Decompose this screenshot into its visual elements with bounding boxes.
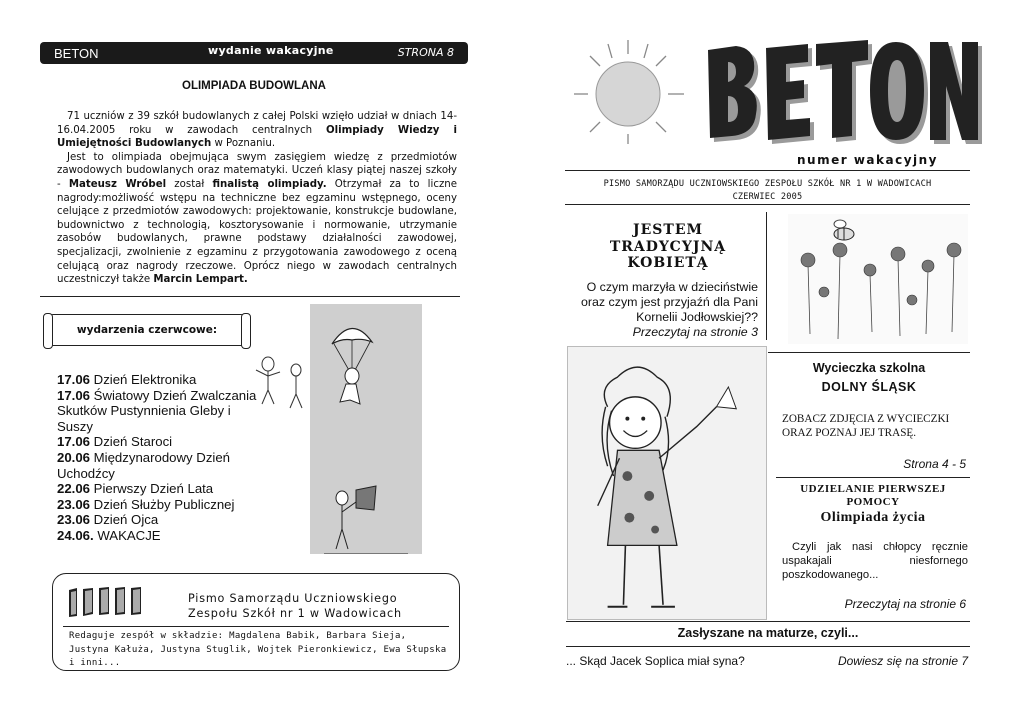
event-item <box>57 481 257 497</box>
event-text: Światowy Dzień Zwalczania Skutków Pustynnienia Gleby i Suszy <box>57 387 257 434</box>
trip-teaser: ZOBACZ ZDJĘCIA Z WYCIECZKI ORAZ POZNAJ JEJ TRASĘ. <box>782 413 950 439</box>
parachute-illustration <box>310 304 422 554</box>
event-date: 23.06 <box>57 512 91 528</box>
matura-headline: Zasłyszane na maturze, czyli... <box>677 626 859 640</box>
olimpiada-title: OLIMPIADA BUDOWLANA <box>182 80 326 92</box>
publisher-line <box>565 178 970 204</box>
bold-text: Marcin Lempart. <box>153 274 248 286</box>
event-text: WAKACJE <box>93 527 161 543</box>
event-item <box>57 528 257 544</box>
event-item <box>57 388 257 435</box>
text: został <box>166 178 213 190</box>
event-text: Dzień Służby Publicznej <box>90 496 235 512</box>
event-item <box>57 372 257 388</box>
beton-logo-small <box>65 584 155 620</box>
event-item <box>57 450 257 481</box>
divider <box>565 204 970 205</box>
event-text: Dzień Staroci <box>90 434 173 450</box>
text: Otrzymał za to liczne nagrody:możliwość wstępu na techniczne bez egzaminu wstępnego, oceny celujące z przedmiotów zawodowych: projektowanie, konstrukcje budowlane, budownictwo z technologią, kosztorysowanie i normowanie, utrzymanie zasobów budowlanych, prawne podstawy działalności zawodowej, specjalizacji, zwolnienie z egzaminu z przygotowania zawodowego z oceną celującą oraz nagrody rzeczowe. Oprócz niego w zawodach centralnych uczestniczył także <box>57 178 458 286</box>
teaser-text: Czyli jak nasi chłopcy ręcznie uspakajali niesfornego poszkodowanego... <box>782 541 968 581</box>
text: w Poznaniu. <box>211 138 276 150</box>
parachute-drawing <box>310 304 422 554</box>
wydarzenia-label: wydarzenia czerwcowe: <box>76 324 218 336</box>
divider <box>768 352 970 353</box>
bold-text: Mateusz Wróbel <box>68 178 167 190</box>
trip-place: DOLNY ŚLĄSK <box>821 380 917 394</box>
olimpiada-paragraph-2 <box>57 151 457 287</box>
trip-title: Wycieczka szkolna <box>812 361 926 375</box>
matura-question: ... Skąd Jacek Soplica miał syna? <box>566 654 745 668</box>
headline-line: KOBIETĄ <box>627 255 709 271</box>
flowers-bee-drawing <box>788 214 968 344</box>
events-list <box>57 372 257 544</box>
header-edition: wydanie wakacyjne <box>208 44 334 57</box>
event-date: 17.06 <box>57 372 91 387</box>
publication-date: CZERWIEC 2005 <box>732 192 803 202</box>
olimpiada-zycia-headline: Olimpiada życia <box>820 510 926 525</box>
interview-teaser <box>568 280 758 340</box>
event-date: 22.06 <box>57 481 91 497</box>
divider <box>776 477 970 478</box>
column-divider <box>766 212 767 340</box>
event-date: 23.06 <box>57 496 91 512</box>
divider <box>566 621 970 622</box>
editorial-title-line: Pismo Samorządu Uczniowskiego <box>188 592 398 605</box>
first-aid-teaser <box>782 540 968 582</box>
editorial-title-line: Zespołu Szkół nr 1 w Wadowicach <box>188 607 402 620</box>
event-text: Dzień Elektronika <box>90 372 197 387</box>
page-reference: Strona 4 - 5 <box>903 457 966 471</box>
olimpiada-article <box>57 110 457 287</box>
headline-line: JESTEM <box>633 222 703 238</box>
event-date: 17.06 <box>57 387 91 403</box>
page-reference: Dowiesz się na stronie 7 <box>837 654 968 668</box>
beton-masthead-logo <box>700 40 985 150</box>
girl-figure <box>568 347 766 619</box>
header-title: BETON <box>54 46 99 61</box>
event-text: Pierwszy Dzień Lata <box>90 481 214 497</box>
wydarzenia-scroll-banner <box>48 314 246 346</box>
event-text: Dzień Ojca <box>90 512 159 528</box>
divider <box>63 626 449 627</box>
page-reference: Przeczytaj na stronie 6 <box>844 597 966 611</box>
event-item <box>57 512 257 528</box>
page-header-bar <box>40 42 468 64</box>
doodle-figures <box>252 350 312 440</box>
interview-headline <box>575 222 761 272</box>
girl-drawing <box>567 346 767 620</box>
publisher-name: PISMO SAMORZĄDU UCZNIOWSKIEGO ZESPOŁU SZKÓŁ NR 1 W WADOWICACH <box>603 179 932 189</box>
issue-label: numer wakacyjny <box>797 153 938 167</box>
page-reference: Przeczytaj na stronie 3 <box>632 325 758 339</box>
event-date: 17.06 <box>57 434 91 450</box>
headline-line: TRADYCYJNĄ <box>609 238 727 255</box>
bold-text: Olimpiady Wiedzy i Umiejętności Budowlanych <box>57 124 457 150</box>
bold-text: finalistą olimpiady. <box>212 178 327 190</box>
editorial-box <box>52 573 460 671</box>
divider <box>566 646 970 647</box>
text: Jest to olimpiada obejmująca swym zasięgiem wiedzę z przedmiotów zawodowych budowlanych oraz matematyki. Uczeń klasy piątej naszej szkoły - <box>57 151 457 190</box>
event-item <box>57 497 257 513</box>
event-item <box>57 434 257 450</box>
header-page-number: STRONA 8 <box>397 46 454 59</box>
teaser-text: O czym marzyła w dzieciństwie oraz czym jest przyjaźń dla Pani Kornelii Jodłowskiej?? <box>581 280 758 324</box>
editorial-title <box>188 591 402 621</box>
first-aid-headline: UDZIELANIE PIERWSZEJ POMOCY <box>800 483 946 508</box>
sun-drawing <box>548 36 698 146</box>
event-text: Międzynarodowy Dzień Uchodźcy <box>57 449 231 481</box>
event-date: 20.06 <box>57 449 91 465</box>
text: 71 uczniów z 39 szkół budowlanych z całej Polski wzięło udział w dniach 14-16.04.2005 roku w zawodach centralnych <box>57 111 457 136</box>
editorial-team: Redaguje zespół w składzie: Magdalena Babik, Barbara Sieja, Justyna Kałuża, Justyna Stuglik, Wojtek Pieronkiewicz, Ewa Słupska i inni... <box>69 631 447 668</box>
olimpiada-paragraph-1 <box>57 110 457 151</box>
event-date: 24.06. <box>57 527 94 543</box>
divider <box>565 170 970 171</box>
divider <box>40 296 460 297</box>
